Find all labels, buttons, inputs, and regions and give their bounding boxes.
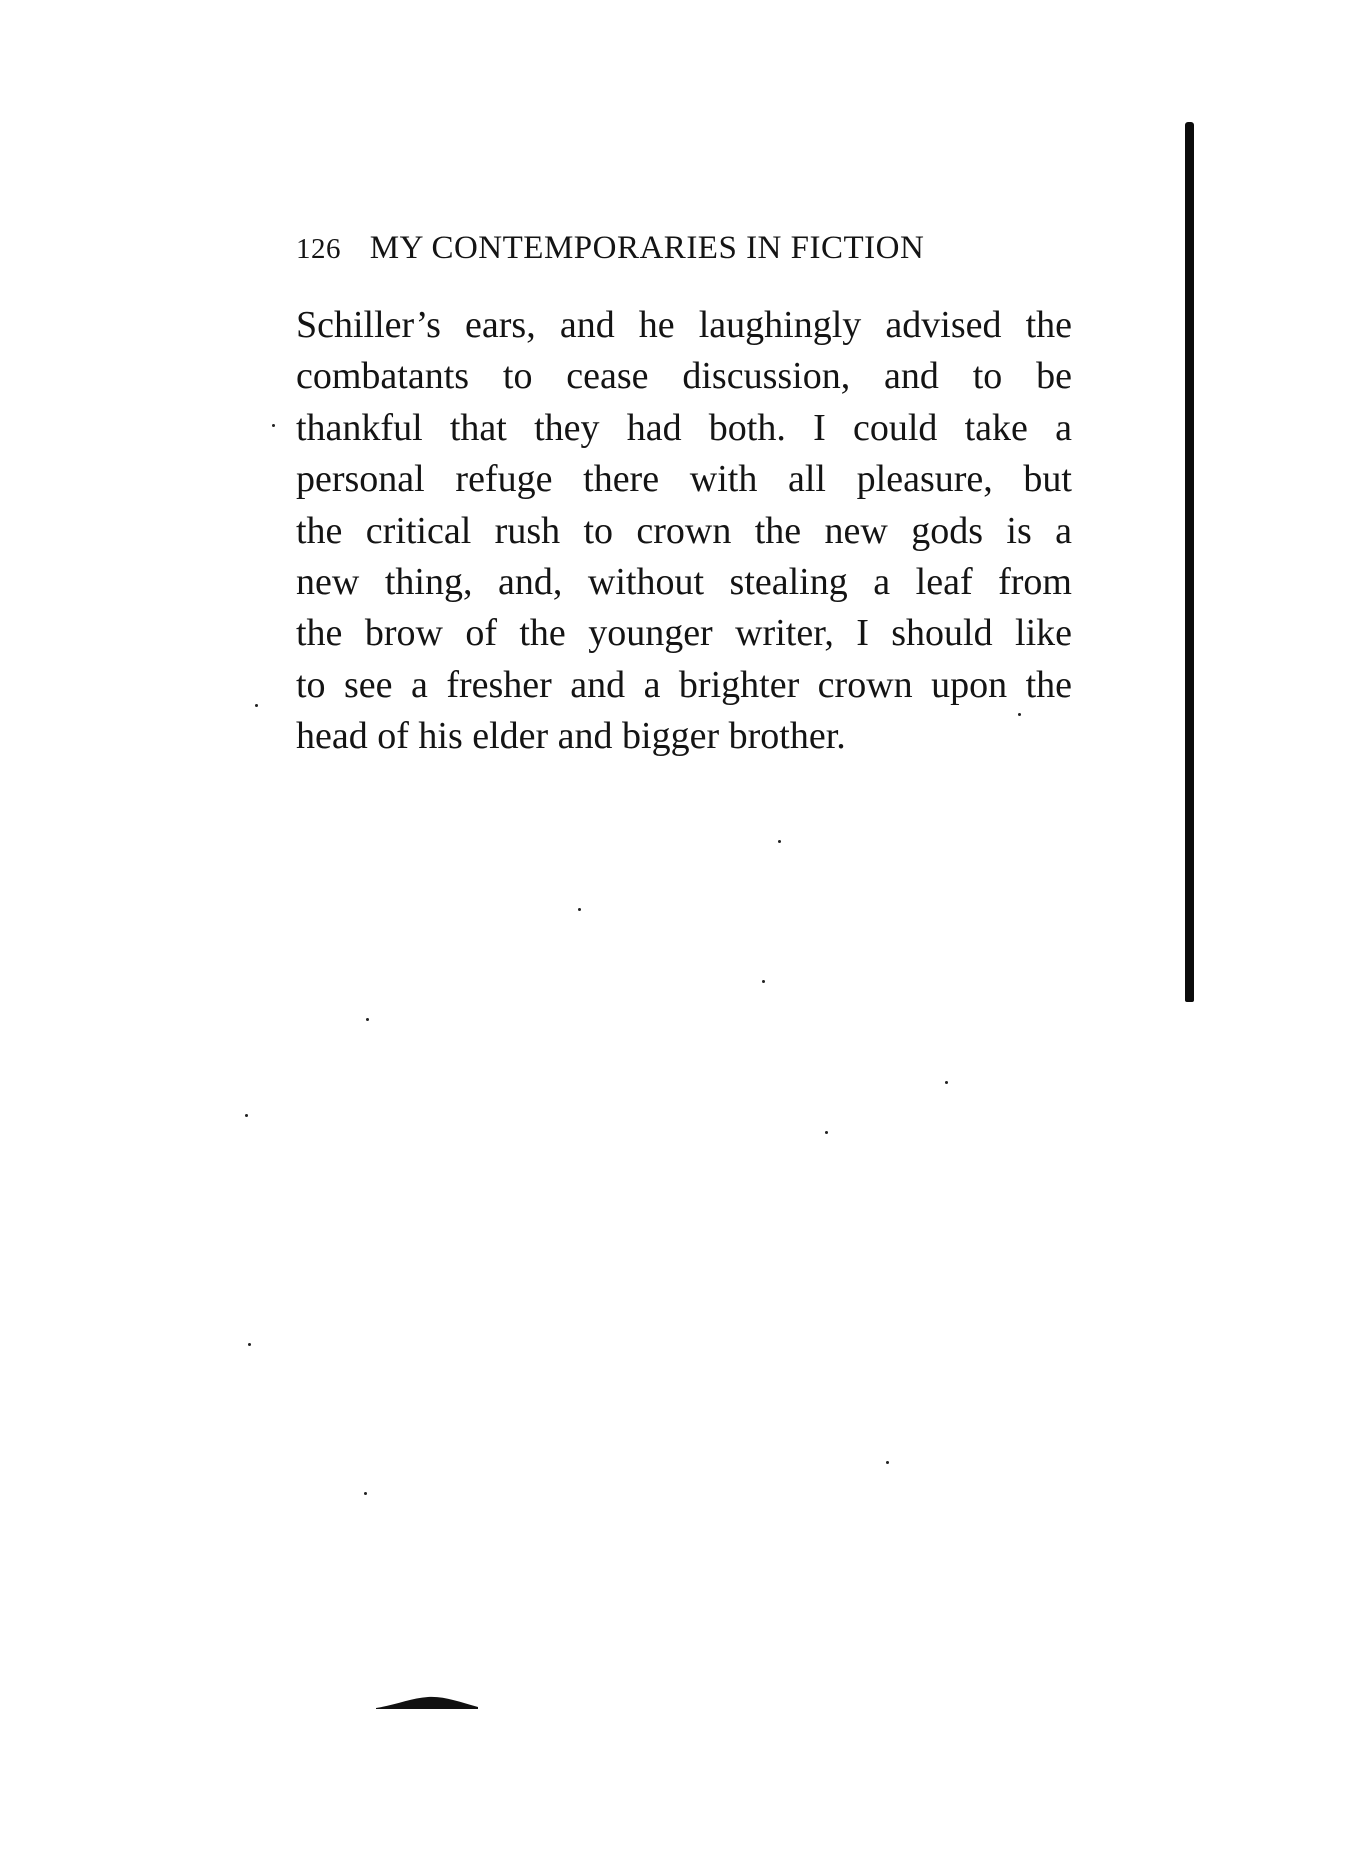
scan-speck <box>255 704 258 707</box>
scan-speck <box>945 1081 948 1084</box>
scan-speck <box>778 840 781 843</box>
scan-ink-blot <box>376 1696 478 1710</box>
text-line: to see a fresher and a brighter crown upon the <box>296 663 1072 706</box>
scan-speck <box>272 424 275 427</box>
scan-speck <box>364 1492 367 1495</box>
running-title: MY CONTEMPORARIES IN FICTION <box>369 230 925 266</box>
text-line: Schiller’s ears, and he laughingly advised the <box>296 304 1072 346</box>
scan-speck <box>886 1461 889 1464</box>
scan-speck <box>248 1343 251 1346</box>
text-line: personal refuge there with all pleasure, but <box>296 458 1072 501</box>
scan-speck <box>1018 713 1021 716</box>
text-line: head of his elder and bigger brother. <box>296 715 846 758</box>
scan-binding-edge <box>1185 122 1194 1002</box>
text-line: new thing, and, without stealing a leaf from <box>296 560 1072 603</box>
running-head <box>296 230 1076 267</box>
body-paragraph <box>296 300 1072 763</box>
text-line: thankful that they had both. I could take a <box>296 406 1072 449</box>
scan-speck <box>366 1018 369 1021</box>
scan-speck <box>578 908 581 911</box>
scan-binding-edge-tail <box>1190 940 1193 1000</box>
scan-speck <box>245 1114 248 1117</box>
text-line: the critical rush to crown the new gods is a <box>296 509 1072 552</box>
scan-speck <box>762 980 765 983</box>
scan-speck <box>825 1131 828 1134</box>
page-number: 126 <box>296 233 341 265</box>
text-line: the brow of the younger writer, I should like <box>296 612 1072 655</box>
text-line: combatants to cease discussion, and to be <box>296 355 1072 398</box>
